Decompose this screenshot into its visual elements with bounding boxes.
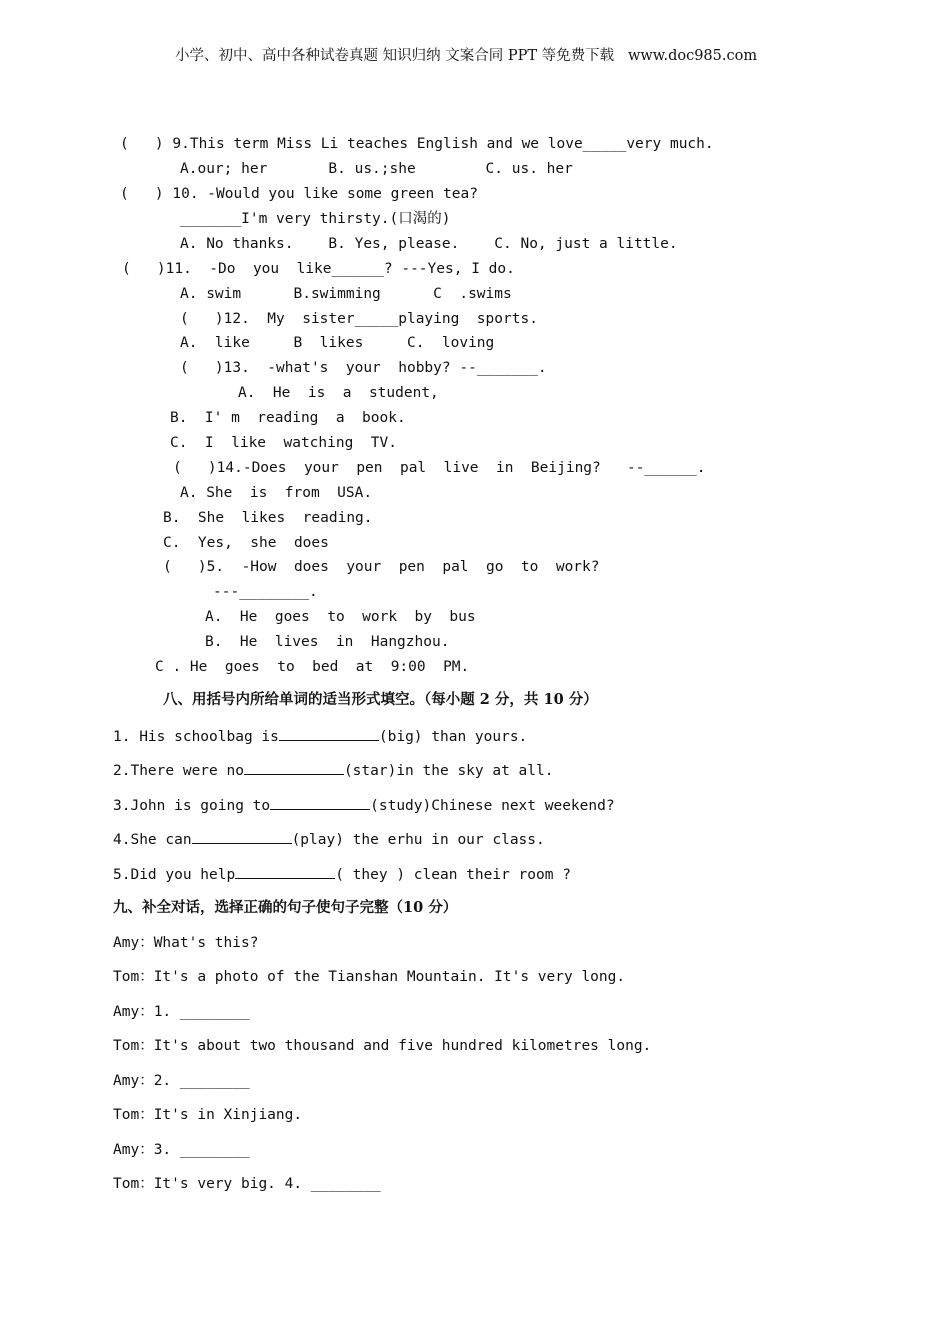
dialogue-line-2: Tom：It's a photo of the Tianshan Mountain. It's very long. <box>113 969 626 985</box>
fill-item-1-before: 1. His schoolbag is <box>113 729 279 745</box>
dialogue-line-1: Amy：What's this? <box>113 935 259 951</box>
question-12-options: A. like B likes C. loving <box>180 335 495 351</box>
question-10-options: A. No thanks. B. Yes, please. C. No, just a little. <box>180 236 678 252</box>
question-13-option-c: C. I like watching TV. <box>170 435 397 451</box>
question-12: ( )12. My sister_____playing sports. <box>180 311 538 327</box>
question-9-options: A.our; her B. us.;she C. us. her <box>180 161 573 177</box>
dialogue-line-7: Amy：3. ________ <box>113 1142 250 1158</box>
question-11-options: A. swim B.swimming C .swims <box>180 286 512 302</box>
fill-item-5-after: ( they ) clean their room ? <box>335 867 571 883</box>
fill-item-3 <box>113 796 615 815</box>
question-14-option-a: A. She is from USA. <box>180 485 373 501</box>
fill-item-4-before: 4.She can <box>113 832 192 848</box>
dialogue-line-3: Amy：1. ________ <box>113 1004 250 1020</box>
question-13-option-b: B. I' m reading a book. <box>170 410 406 426</box>
dialogue-line-6: Tom：It's in Xinjiang. <box>113 1107 303 1123</box>
question-13: ( )13. -what's your hobby? --_______. <box>180 360 547 376</box>
fill-item-5-before: 5.Did you help <box>113 867 236 883</box>
question-14: ( )14.-Does your pen pal live in Beijing? --______. <box>173 460 706 476</box>
fill-blank-4[interactable] <box>192 830 292 844</box>
fill-item-2 <box>113 761 553 780</box>
fill-item-1 <box>113 727 527 746</box>
fill-item-3-before: 3.John is going to <box>113 798 271 814</box>
fill-blank-5[interactable] <box>235 865 335 879</box>
section-8-title: 八、用括号内所给单词的适当形式填空。（每小题 2 分，共 10 分） <box>163 691 598 708</box>
question-5: ( )5. -How does your pen pal go to work? <box>163 559 600 575</box>
question-10-answer-line: _______I'm very thirsty.(口渴的) <box>180 211 451 227</box>
question-10: ( ) 10. -Would you like some green tea? <box>120 186 478 202</box>
question-11: ( )11. -Do you like______? ---Yes, I do. <box>122 261 515 277</box>
question-14-option-c: C. Yes, she does <box>163 535 329 551</box>
dialogue-line-8: Tom：It's very big. 4. ________ <box>113 1176 381 1192</box>
question-14-option-b: B. She likes reading. <box>163 510 373 526</box>
dialogue-line-4: Tom：It's about two thousand and five hundred kilometres long. <box>113 1038 652 1054</box>
fill-item-2-before: 2.There were no <box>113 763 244 779</box>
question-9: ( ) 9.This term Miss Li teaches English and we love_____very much. <box>120 136 714 152</box>
fill-item-4 <box>113 830 545 849</box>
question-13-option-a: A. He is a student, <box>238 385 439 401</box>
dialogue-line-5: Amy：2. ________ <box>113 1073 250 1089</box>
question-5-answer-line: ---________. <box>213 584 318 600</box>
fill-blank-1[interactable] <box>279 727 379 741</box>
fill-blank-3[interactable] <box>270 796 370 810</box>
question-5-option-c: C . He goes to bed at 9:00 PM. <box>155 659 470 675</box>
section-9-title: 九、补全对话，选择正确的句子使句子完整（10 分） <box>113 899 458 916</box>
page-header: 小学、初中、高中各种试卷真题 知识归纳 文案合同 PPT 等免费下载 www.doc985.com <box>175 48 758 64</box>
fill-item-3-after: (study)Chinese next weekend? <box>370 798 615 814</box>
fill-item-4-after: (play) the erhu in our class. <box>291 832 545 848</box>
fill-item-1-after: (big) than yours. <box>378 729 528 745</box>
fill-item-2-after: (star)in the sky at all. <box>343 763 554 779</box>
question-5-option-a: A. He goes to work by bus <box>205 609 476 625</box>
fill-item-5 <box>113 865 571 884</box>
question-5-option-b: B. He lives in Hangzhou. <box>205 634 450 650</box>
fill-blank-2[interactable] <box>244 761 344 775</box>
